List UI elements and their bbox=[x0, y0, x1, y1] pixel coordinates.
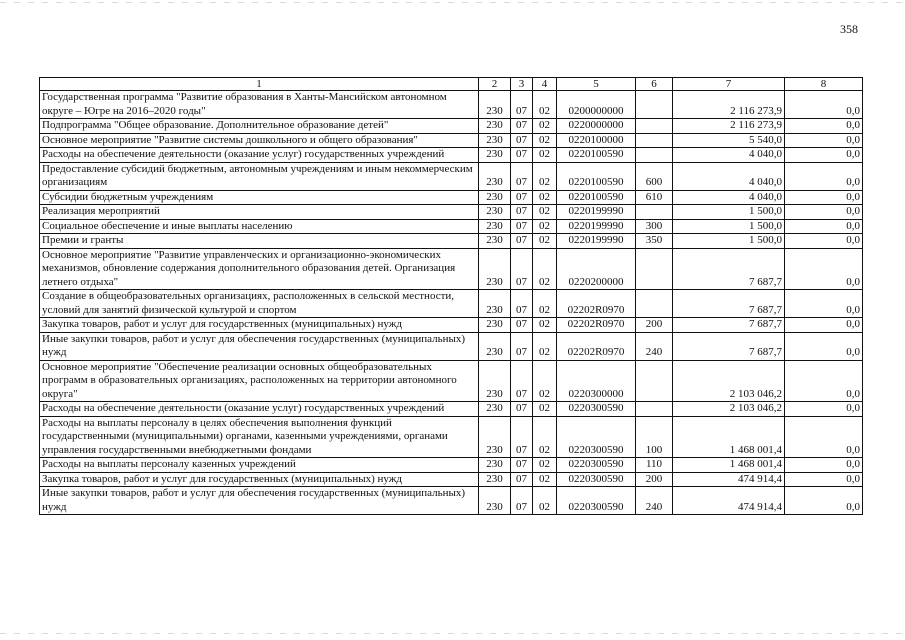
row-name-cell: Социальное обеспечение и иные выплаты населению bbox=[40, 219, 479, 234]
row-extra-amount-cell: 0,0 bbox=[785, 360, 863, 402]
row-subsection-cell: 02 bbox=[533, 205, 557, 220]
row-admin-cell: 230 bbox=[479, 119, 511, 134]
row-section-cell: 07 bbox=[511, 219, 533, 234]
row-admin-cell: 230 bbox=[479, 487, 511, 515]
row-subsection-cell: 02 bbox=[533, 402, 557, 417]
table-row bbox=[40, 458, 863, 473]
row-section-cell: 07 bbox=[511, 162, 533, 190]
row-admin-cell: 230 bbox=[479, 416, 511, 458]
row-amount-cell: 5 540,0 bbox=[673, 133, 785, 148]
row-admin-cell: 230 bbox=[479, 234, 511, 249]
row-amount-cell: 474 914,4 bbox=[673, 487, 785, 515]
row-subsection-cell: 02 bbox=[533, 234, 557, 249]
row-section-cell: 07 bbox=[511, 290, 533, 318]
row-section-cell: 07 bbox=[511, 234, 533, 249]
row-target-item-cell: 0220000000 bbox=[557, 119, 636, 134]
row-target-item-cell: 0220199990 bbox=[557, 219, 636, 234]
row-amount-cell: 1 468 001,4 bbox=[673, 416, 785, 458]
row-target-item-cell: 0220100590 bbox=[557, 148, 636, 163]
row-subsection-cell: 02 bbox=[533, 458, 557, 473]
budget-table bbox=[39, 77, 863, 515]
row-subsection-cell: 02 bbox=[533, 487, 557, 515]
row-section-cell: 07 bbox=[511, 190, 533, 205]
table-row bbox=[40, 219, 863, 234]
row-extra-amount-cell: 0,0 bbox=[785, 332, 863, 360]
row-extra-amount-cell: 0,0 bbox=[785, 133, 863, 148]
row-subsection-cell: 02 bbox=[533, 416, 557, 458]
row-section-cell: 07 bbox=[511, 119, 533, 134]
row-target-item-cell: 0220100000 bbox=[557, 133, 636, 148]
row-name-cell: Иные закупки товаров, работ и услуг для обеспечения государственных (муниципальных) нужд bbox=[40, 332, 479, 360]
row-extra-amount-cell: 0,0 bbox=[785, 234, 863, 249]
row-name-cell: Премии и гранты bbox=[40, 234, 479, 249]
header-cell: 6 bbox=[636, 78, 673, 91]
row-expense-type-cell: 240 bbox=[636, 487, 673, 515]
row-amount-cell: 7 687,7 bbox=[673, 290, 785, 318]
row-section-cell: 07 bbox=[511, 148, 533, 163]
row-name-cell: Иные закупки товаров, работ и услуг для обеспечения государственных (муниципальных) нужд bbox=[40, 487, 479, 515]
row-subsection-cell: 02 bbox=[533, 219, 557, 234]
row-amount-cell: 7 687,7 bbox=[673, 332, 785, 360]
row-target-item-cell: 0220300590 bbox=[557, 458, 636, 473]
row-name-cell: Реализация мероприятий bbox=[40, 205, 479, 220]
table-row bbox=[40, 148, 863, 163]
row-name-cell: Основное мероприятие "Обеспечение реализации основных общеобразовательных программ в образовательных организациях, расположенных на территории автономного округа" bbox=[40, 360, 479, 402]
row-target-item-cell: 02202R0970 bbox=[557, 290, 636, 318]
row-admin-cell: 230 bbox=[479, 205, 511, 220]
row-amount-cell: 2 103 046,2 bbox=[673, 402, 785, 417]
row-name-cell: Расходы на выплаты персоналу казенных учреждений bbox=[40, 458, 479, 473]
row-expense-type-cell bbox=[636, 205, 673, 220]
table-row bbox=[40, 360, 863, 402]
row-name-cell: Субсидии бюджетным учреждениям bbox=[40, 190, 479, 205]
row-subsection-cell: 02 bbox=[533, 248, 557, 290]
row-name-cell: Основное мероприятие "Развитие системы дошкольного и общего образования" bbox=[40, 133, 479, 148]
table-row bbox=[40, 416, 863, 458]
row-extra-amount-cell: 0,0 bbox=[785, 91, 863, 119]
row-subsection-cell: 02 bbox=[533, 190, 557, 205]
row-section-cell: 07 bbox=[511, 332, 533, 360]
row-expense-type-cell bbox=[636, 91, 673, 119]
table-row bbox=[40, 290, 863, 318]
row-name-cell: Расходы на выплаты персоналу в целях обеспечения выполнения функций государственными (муниципальными) органами, казенными учреждениями, органами управления государственными внебюджетными фондами bbox=[40, 416, 479, 458]
row-section-cell: 07 bbox=[511, 472, 533, 487]
row-amount-cell: 1 500,0 bbox=[673, 205, 785, 220]
row-section-cell: 07 bbox=[511, 318, 533, 333]
row-section-cell: 07 bbox=[511, 416, 533, 458]
header-cell: 5 bbox=[557, 78, 636, 91]
row-subsection-cell: 02 bbox=[533, 290, 557, 318]
row-subsection-cell: 02 bbox=[533, 162, 557, 190]
scan-artifact-top bbox=[0, 2, 905, 3]
row-amount-cell: 2 116 273,9 bbox=[673, 119, 785, 134]
row-extra-amount-cell: 0,0 bbox=[785, 219, 863, 234]
row-admin-cell: 230 bbox=[479, 360, 511, 402]
row-section-cell: 07 bbox=[511, 133, 533, 148]
row-subsection-cell: 02 bbox=[533, 91, 557, 119]
row-extra-amount-cell: 0,0 bbox=[785, 487, 863, 515]
header-row bbox=[40, 78, 863, 91]
row-extra-amount-cell: 0,0 bbox=[785, 190, 863, 205]
row-extra-amount-cell: 0,0 bbox=[785, 148, 863, 163]
row-name-cell: Расходы на обеспечение деятельности (оказание услуг) государственных учреждений bbox=[40, 148, 479, 163]
row-expense-type-cell bbox=[636, 360, 673, 402]
row-amount-cell: 1 500,0 bbox=[673, 234, 785, 249]
row-amount-cell: 4 040,0 bbox=[673, 190, 785, 205]
table-row bbox=[40, 318, 863, 333]
header-cell: 2 bbox=[479, 78, 511, 91]
row-target-item-cell: 0220100590 bbox=[557, 190, 636, 205]
row-expense-type-cell: 100 bbox=[636, 416, 673, 458]
row-admin-cell: 230 bbox=[479, 133, 511, 148]
row-admin-cell: 230 bbox=[479, 472, 511, 487]
row-expense-type-cell: 350 bbox=[636, 234, 673, 249]
row-expense-type-cell bbox=[636, 133, 673, 148]
row-amount-cell: 4 040,0 bbox=[673, 162, 785, 190]
row-extra-amount-cell: 0,0 bbox=[785, 402, 863, 417]
row-admin-cell: 230 bbox=[479, 190, 511, 205]
row-amount-cell: 474 914,4 bbox=[673, 472, 785, 487]
table-row bbox=[40, 190, 863, 205]
row-amount-cell: 7 687,7 bbox=[673, 248, 785, 290]
row-target-item-cell: 0220300000 bbox=[557, 360, 636, 402]
row-amount-cell: 7 687,7 bbox=[673, 318, 785, 333]
row-section-cell: 07 bbox=[511, 487, 533, 515]
row-subsection-cell: 02 bbox=[533, 332, 557, 360]
row-admin-cell: 230 bbox=[479, 290, 511, 318]
row-admin-cell: 230 bbox=[479, 148, 511, 163]
header-cell: 4 bbox=[533, 78, 557, 91]
row-admin-cell: 230 bbox=[479, 248, 511, 290]
table-row bbox=[40, 332, 863, 360]
row-subsection-cell: 02 bbox=[533, 472, 557, 487]
row-section-cell: 07 bbox=[511, 205, 533, 220]
row-section-cell: 07 bbox=[511, 402, 533, 417]
row-expense-type-cell: 610 bbox=[636, 190, 673, 205]
row-expense-type-cell bbox=[636, 402, 673, 417]
row-target-item-cell: 0220100590 bbox=[557, 162, 636, 190]
row-extra-amount-cell: 0,0 bbox=[785, 472, 863, 487]
row-name-cell: Подпрограмма "Общее образование. Дополнительное образование детей" bbox=[40, 119, 479, 134]
row-expense-type-cell bbox=[636, 248, 673, 290]
row-subsection-cell: 02 bbox=[533, 318, 557, 333]
row-admin-cell: 230 bbox=[479, 91, 511, 119]
row-target-item-cell: 0220199990 bbox=[557, 205, 636, 220]
header-cell: 8 bbox=[785, 78, 863, 91]
header-cell: 7 bbox=[673, 78, 785, 91]
table-row bbox=[40, 119, 863, 134]
row-section-cell: 07 bbox=[511, 360, 533, 402]
row-target-item-cell: 0200000000 bbox=[557, 91, 636, 119]
table-row bbox=[40, 91, 863, 119]
table-row bbox=[40, 248, 863, 290]
row-expense-type-cell: 200 bbox=[636, 472, 673, 487]
row-subsection-cell: 02 bbox=[533, 133, 557, 148]
row-extra-amount-cell: 0,0 bbox=[785, 290, 863, 318]
row-name-cell: Основное мероприятие "Развитие управленческих и организационно-экономических механизмов, обновление содержания дополнительного образования детей. Организация летнего отдыха" bbox=[40, 248, 479, 290]
row-extra-amount-cell: 0,0 bbox=[785, 318, 863, 333]
row-section-cell: 07 bbox=[511, 458, 533, 473]
row-expense-type-cell bbox=[636, 119, 673, 134]
table-row bbox=[40, 162, 863, 190]
row-amount-cell: 4 040,0 bbox=[673, 148, 785, 163]
row-extra-amount-cell: 0,0 bbox=[785, 458, 863, 473]
row-target-item-cell: 0220300590 bbox=[557, 416, 636, 458]
row-target-item-cell: 0220200000 bbox=[557, 248, 636, 290]
row-expense-type-cell bbox=[636, 290, 673, 318]
table-row bbox=[40, 402, 863, 417]
row-target-item-cell: 02202R0970 bbox=[557, 332, 636, 360]
scan-artifact-bottom bbox=[0, 633, 905, 634]
row-target-item-cell: 0220300590 bbox=[557, 402, 636, 417]
row-admin-cell: 230 bbox=[479, 458, 511, 473]
row-amount-cell: 1 500,0 bbox=[673, 219, 785, 234]
row-target-item-cell: 0220300590 bbox=[557, 487, 636, 515]
row-target-item-cell: 0220300590 bbox=[557, 472, 636, 487]
row-expense-type-cell: 240 bbox=[636, 332, 673, 360]
row-section-cell: 07 bbox=[511, 91, 533, 119]
header-cell: 3 bbox=[511, 78, 533, 91]
row-section-cell: 07 bbox=[511, 248, 533, 290]
row-expense-type-cell: 600 bbox=[636, 162, 673, 190]
table-row bbox=[40, 472, 863, 487]
row-admin-cell: 230 bbox=[479, 318, 511, 333]
table-row bbox=[40, 133, 863, 148]
row-admin-cell: 230 bbox=[479, 332, 511, 360]
row-name-cell: Закупка товаров, работ и услуг для государственных (муниципальных) нужд bbox=[40, 472, 479, 487]
row-subsection-cell: 02 bbox=[533, 148, 557, 163]
row-subsection-cell: 02 bbox=[533, 360, 557, 402]
row-extra-amount-cell: 0,0 bbox=[785, 119, 863, 134]
row-extra-amount-cell: 0,0 bbox=[785, 416, 863, 458]
row-name-cell: Расходы на обеспечение деятельности (оказание услуг) государственных учреждений bbox=[40, 402, 479, 417]
page-number: 358 bbox=[840, 22, 858, 36]
row-name-cell: Предоставление субсидий бюджетным, автономным учреждениям и иным некоммерческим организациям bbox=[40, 162, 479, 190]
row-subsection-cell: 02 bbox=[533, 119, 557, 134]
row-name-cell: Закупка товаров, работ и услуг для государственных (муниципальных) нужд bbox=[40, 318, 479, 333]
table-row bbox=[40, 234, 863, 249]
row-admin-cell: 230 bbox=[479, 402, 511, 417]
row-target-item-cell: 0220199990 bbox=[557, 234, 636, 249]
row-extra-amount-cell: 0,0 bbox=[785, 205, 863, 220]
row-amount-cell: 2 116 273,9 bbox=[673, 91, 785, 119]
header-cell: 1 bbox=[40, 78, 479, 91]
row-extra-amount-cell: 0,0 bbox=[785, 162, 863, 190]
row-name-cell: Государственная программа "Развитие образования в Ханты-Мансийском автономном округе – Югре на 2016–2020 годы" bbox=[40, 91, 479, 119]
row-name-cell: Создание в общеобразовательных организациях, расположенных в сельской местности, условий для занятий физической культурой и спортом bbox=[40, 290, 479, 318]
row-expense-type-cell: 110 bbox=[636, 458, 673, 473]
table-body bbox=[40, 91, 863, 515]
row-target-item-cell: 02202R0970 bbox=[557, 318, 636, 333]
row-expense-type-cell bbox=[636, 148, 673, 163]
row-amount-cell: 2 103 046,2 bbox=[673, 360, 785, 402]
row-admin-cell: 230 bbox=[479, 219, 511, 234]
row-amount-cell: 1 468 001,4 bbox=[673, 458, 785, 473]
row-admin-cell: 230 bbox=[479, 162, 511, 190]
row-expense-type-cell: 300 bbox=[636, 219, 673, 234]
table-row bbox=[40, 205, 863, 220]
row-expense-type-cell: 200 bbox=[636, 318, 673, 333]
table-row bbox=[40, 487, 863, 515]
row-extra-amount-cell: 0,0 bbox=[785, 248, 863, 290]
